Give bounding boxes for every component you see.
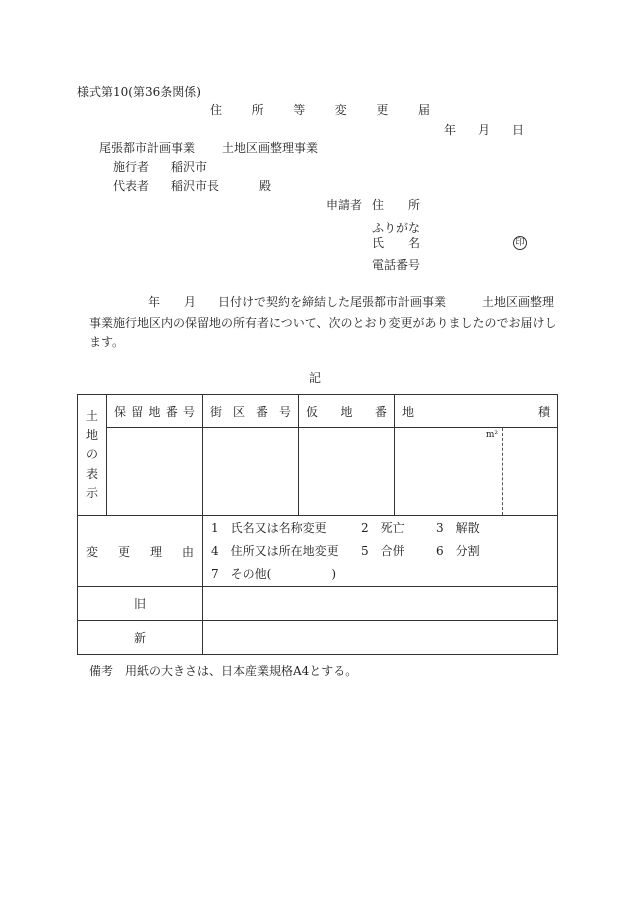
body-line-1: 年 月 日付けで契約を締結した尾張都市計画事業 土地区画整理 (148, 295, 555, 309)
ki-heading: 記 (309, 371, 322, 385)
header-area: 地 積 (395, 395, 558, 428)
seal-mark: 印 (513, 235, 527, 250)
reason-option[interactable]: 3 解散 (436, 521, 480, 535)
applicant-name-label: 氏 名 (372, 236, 420, 250)
old-label: 旧 (78, 587, 203, 621)
addressee-project: 尾張都市計画事業 土地区画整理事業 (99, 141, 319, 155)
area-value[interactable] (395, 428, 503, 516)
temp-no-value[interactable] (299, 428, 395, 516)
reason-option[interactable]: 5 合併 (361, 544, 405, 558)
date-line: 年 月 日 (444, 123, 524, 137)
executor-line: 施行者 稲沢市 (113, 160, 208, 174)
reason-option[interactable]: 4 住所又は所在地変更 (211, 544, 339, 558)
form-title: 住 所 等 変 更 届 (210, 103, 430, 117)
applicant-furigana: ふりがな (372, 221, 421, 235)
reason-row (203, 539, 557, 562)
reason-row (203, 516, 557, 539)
form-number: 様式第10(第36条関係) (77, 85, 201, 99)
applicant-label: 申請者 (326, 198, 363, 212)
reserve-no-value[interactable] (107, 428, 203, 516)
land-change-table (77, 394, 558, 655)
area-decimal-value[interactable] (503, 428, 558, 516)
block-no-value[interactable] (203, 428, 299, 516)
header-reserve-no: 保 留 地 番 号 (107, 395, 203, 428)
body-line-3: ます。 (89, 335, 125, 349)
body-line-2: 事業施行地区内の保留地の所有者について、次のとおり変更がありましたのでお届けし (89, 316, 557, 330)
header-block-no: 街 区 番 号 (203, 395, 299, 428)
area-unit: m² (485, 430, 498, 440)
new-value[interactable] (203, 621, 558, 655)
new-label: 新 (78, 621, 203, 655)
reason-row (203, 562, 557, 585)
representative-line: 代表者 稲沢市長 殿 (113, 179, 272, 193)
land-label-cell: 土 地 の 表 示 (78, 395, 107, 516)
reason-label-cell: 変 更 理 由 (78, 516, 203, 587)
applicant-phone-label: 電話番号 (372, 258, 421, 272)
applicant-address-label: 住 所 (372, 198, 420, 212)
old-value[interactable] (203, 587, 558, 621)
header-temp-no: 仮 地 番 (299, 395, 395, 428)
reason-option[interactable]: 2 死亡 (361, 521, 405, 535)
reason-option[interactable]: 1 氏名又は名称変更 (211, 521, 327, 535)
remarks-note: 備考 用紙の大きさは、日本産業規格A4とする。 (89, 664, 358, 678)
reason-option[interactable]: 6 分割 (436, 544, 480, 558)
reason-options-cell (203, 516, 558, 587)
reason-option[interactable]: 7 その他( ) (211, 567, 336, 581)
